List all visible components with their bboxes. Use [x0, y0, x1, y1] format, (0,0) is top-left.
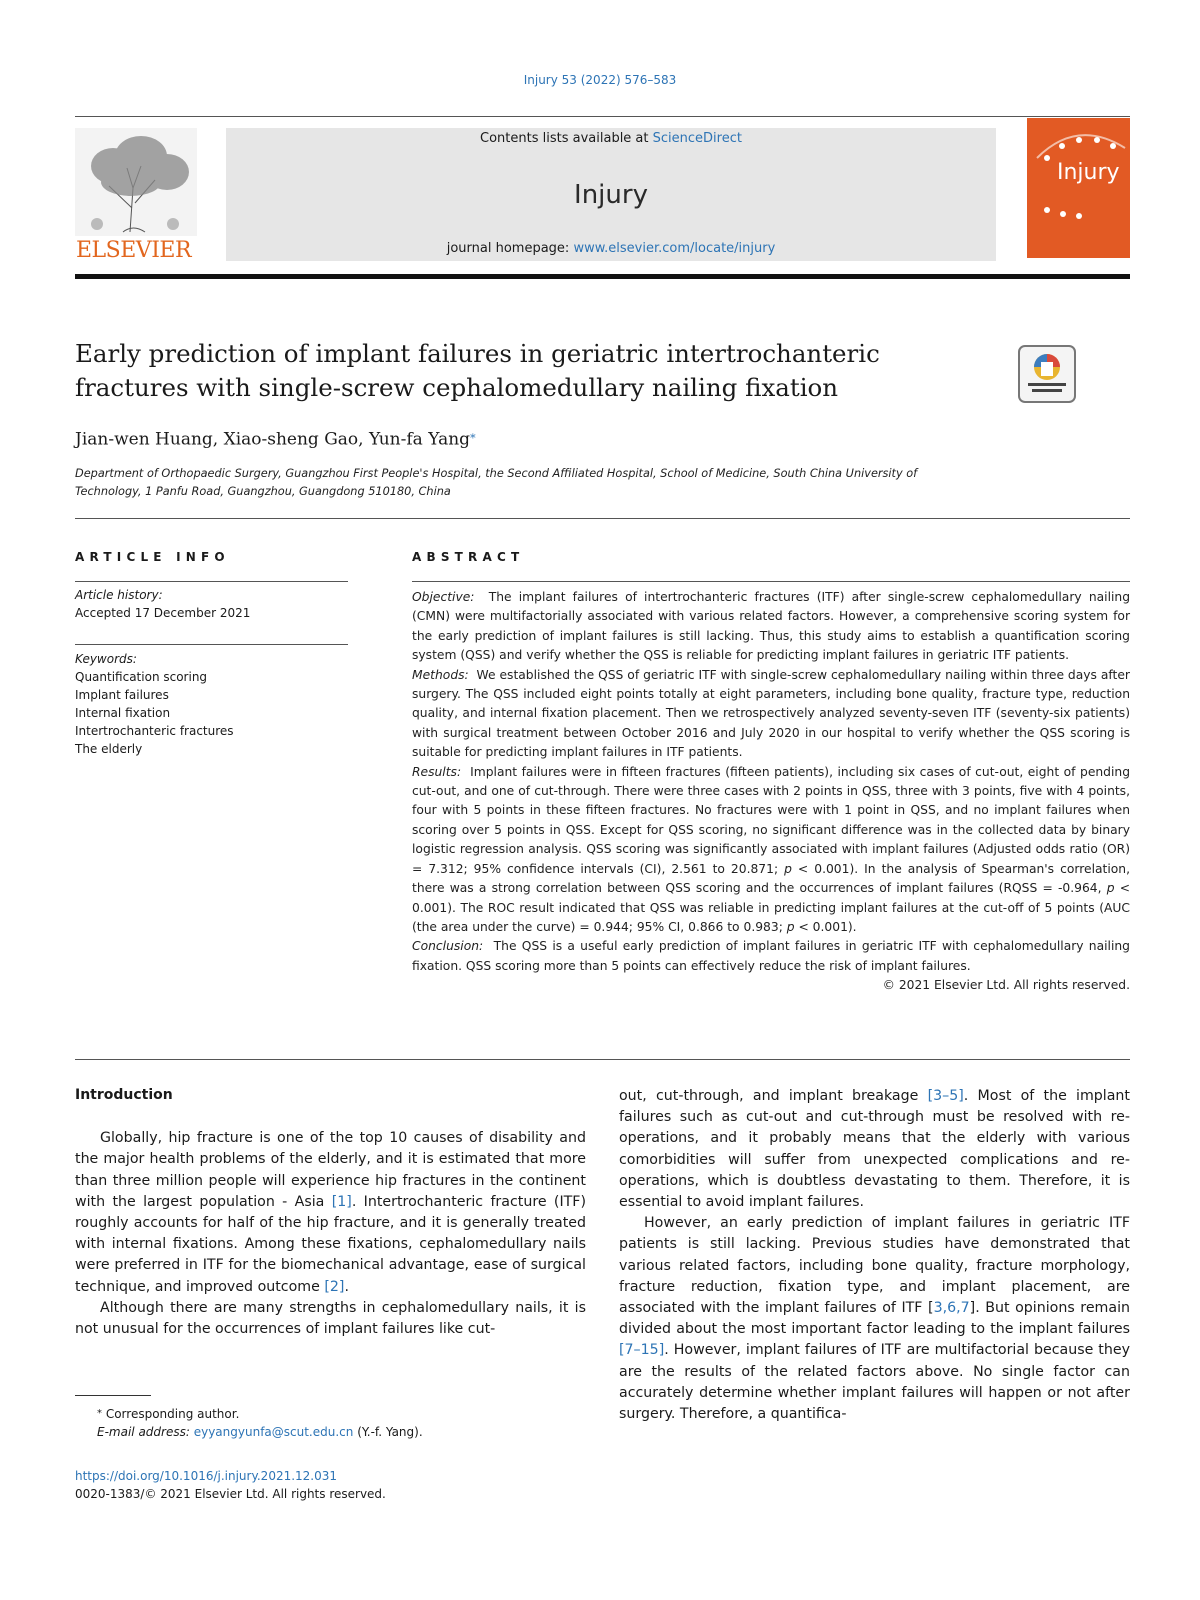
intro-paragraph-3	[619, 1213, 1130, 1425]
results-label: Results:	[412, 764, 462, 779]
intro-paragraph-2-continued	[619, 1086, 1130, 1213]
abstract-bottom-rule	[75, 1059, 1130, 1060]
intro-p2-text-a: out, cut-through, and implant breakage	[619, 1088, 928, 1104]
reference-link[interactable]: 3,6,7	[933, 1300, 970, 1317]
journal-cover[interactable]	[1027, 118, 1130, 258]
abstract-objective	[412, 588, 1130, 666]
results-text-c: < 0.001). The ROC result indicated that QSS was reliable in predicting implant failures at the cut-off of 5 points (AUC (the area under the curve) = 0.944; 95% CI, 0.866 to 0.983;	[412, 881, 1130, 934]
issn-line: 0020-1383/© 2021 Elsevier Ltd. All rights reserved.	[75, 1487, 386, 1501]
affiliation-line-2: Technology, 1 Panfu Road, Guangzhou, Guangdong 510180, China	[75, 485, 451, 498]
abstract-copyright: © 2021 Elsevier Ltd. All rights reserved.	[882, 978, 1130, 993]
reference-link[interactable]: [2]	[324, 1278, 345, 1295]
keyword-item: Quantification scoring	[75, 670, 208, 684]
check-updates-icon	[1020, 347, 1074, 401]
footnote-rule	[75, 1395, 151, 1396]
intro-paragraph-1	[75, 1128, 586, 1298]
affiliation-line-1: Department of Orthopaedic Surgery, Guangzhou First People's Hospital, the Second Affiliated Hospital, School of Medicine, South China University of	[75, 467, 918, 480]
objective-text: The implant failures of intertrochanteric fractures (ITF) after single-screw cephalomedullary nailing (CMN) were multifactorially associated with various related factors. However, a comprehensive scoring system for the early prediction of implant failures is still lacking. Thus, this study aims to establish a quantification scoring system (QSS) and verify whether the QSS is reliable for predicting implant failures in geriatric ITF patients.	[412, 590, 1130, 663]
journal-citation[interactable]: Injury 53 (2022) 576–583	[523, 73, 677, 87]
intro-p3-text-c: . However, implant failures of ITF are multifactorial because they are the results of the related factors above. No single factor can accurately determine whether implant failures will happen or not after surgery. Therefore, a quantifica-	[619, 1342, 1130, 1423]
intro-p3-text-a: However, an early prediction of implant failures in geriatric ITF patients is still lacking. Previous studies have demonstrated that various related factors, including bone quality, fracture morphology, fracture reduction, fixation type, and implant placement, are associated with the implant failures of ITF [	[619, 1215, 1130, 1317]
corresponding-author-note	[75, 1402, 423, 1423]
results-text-b: < 0.001). In the analysis of Spearman's correlation, there was a strong correlation between QSS scoring and the occurrences of implant failures (RQSS = -0.964,	[412, 861, 1130, 896]
header-thick-rule	[75, 274, 1130, 279]
email-link[interactable]: eyyangyunfa@scut.edu.cn	[193, 1425, 354, 1439]
methods-text: We established the QSS of geriatric ITF with single-screw cephalomedullary nailing within three days after surgery. The QSS included eight points totally at eight parameters, including bone quality, fracture type, reduction quality, and internal fixation placement. Then we retrospectively analyzed seventy-seven ITF (seventy-six patients) with surgical treatment between October 2016 and July 2020 in our hospital to verify whether the QSS scoring is suitable for predicting implant failures in ITF patients.	[412, 667, 1130, 760]
title-block-rule	[75, 518, 1130, 519]
article-info-rule	[75, 581, 348, 582]
p-value-symbol: p	[786, 919, 795, 934]
article-title-line-2: fractures with single-screw cephalomedullary nailing fixation	[75, 373, 839, 402]
accepted-date: Accepted 17 December 2021	[75, 606, 251, 620]
intro-p1-text-a: Globally, hip fracture is one of the top 10 causes of disability and the major health problems of the elderly, and it is estimated that more than three million people will experience hip fractures in the continent with the largest population - Asia	[75, 1130, 586, 1210]
intro-p1-text-b: . Intertrochanteric fracture (ITF) roughly accounts for half of the hip fracture, and it is generally treated with internal fixations. Among these fixations, cephalomedullary nails were preferred in ITF for the biomechanical advantage, ease of surgical technique, and improved outcome	[75, 1193, 586, 1295]
abstract-results	[412, 763, 1130, 938]
homepage-prefix: journal homepage:	[446, 241, 574, 256]
conclusion-label: Conclusion:	[412, 939, 484, 954]
keyword-item: Intertrochanteric fractures	[75, 724, 234, 738]
keywords-list	[75, 650, 234, 758]
keyword-item: Implant failures	[75, 688, 169, 702]
p-value-symbol: p	[784, 861, 792, 876]
email-suffix: (Y.-f. Yang).	[353, 1425, 423, 1439]
results-text-a: Implant failures were in fifteen fractures (fifteen patients), including six cases of cut-out, eight of pending cut-out, and one of cut-through. There were three cases with 2 points in QSS, three with 3 points, five with 4 points, four with 5 points in these fifteen fractures. No fractures were with 1 point in QSS, and no implant failures when scoring over 5 points in QSS. Except for QSS scoring, no significant difference was in the collected data by binary logistic regression analysis. QSS scoring was significantly associated with implant failures (Adjusted odds ratio (OR) = 7.312; 95% confidence intervals (CI), 2.561 to 20.871;	[412, 764, 1130, 876]
results-text-d: < 0.001).	[794, 919, 857, 934]
email-note	[75, 1423, 423, 1441]
introduction-heading: Introduction	[75, 1087, 173, 1103]
affiliation	[75, 465, 975, 501]
p-value-symbol: p	[1106, 881, 1115, 896]
homepage-link[interactable]: www.elsevier.com/locate/injury	[573, 241, 776, 256]
body-column-right	[619, 1086, 1130, 1425]
abstract-conclusion	[412, 937, 1130, 976]
contents-line	[226, 131, 996, 146]
reference-link[interactable]: [1]	[331, 1193, 352, 1210]
journal-title: Injury	[574, 180, 648, 210]
intro-paragraph-2: Although there are many strengths in cephalomedullary nails, it is not unusual for the occurrences of implant failures like cut-	[75, 1299, 586, 1338]
footnote	[75, 1402, 423, 1441]
abstract-heading: ABSTRACT	[412, 550, 525, 564]
reference-link[interactable]: [7–15]	[619, 1342, 665, 1359]
elsevier-wordmark: ELSEVIER	[76, 238, 192, 263]
reference-link[interactable]: [3–5]	[927, 1088, 964, 1104]
homepage-line	[226, 241, 996, 256]
corresponding-text: Corresponding author.	[105, 1407, 240, 1421]
intro-p3-text-b: ]. But opinions remain divided about the most important factor leading to the implant failures	[619, 1300, 1130, 1338]
abstract-methods	[412, 666, 1130, 763]
email-label: E-mail address:	[97, 1425, 190, 1439]
article-title	[75, 337, 955, 405]
article-history	[75, 586, 250, 622]
abstract-body	[412, 588, 1130, 996]
intro-p2-text-b: . Most of the implant failures such as cut-out and cut-through must be resolved with re-operations, and it probably means that the elderly with various comorbidities will suffer from unexpected complications and re-operations, which is doubtless devastating to them. Therefore, it is essential to avoid implant failures.	[619, 1088, 1130, 1211]
history-label: Article history:	[75, 588, 163, 602]
doi-link[interactable]: https://doi.org/10.1016/j.injury.2021.12.031	[75, 1469, 338, 1483]
corresponding-author-mark[interactable]: ⁎	[470, 428, 476, 441]
contents-prefix: Contents lists available at	[480, 131, 653, 146]
sciencedirect-link[interactable]: ScienceDirect	[652, 131, 742, 146]
cover-decoration	[1027, 118, 1130, 258]
keywords-rule	[75, 644, 348, 645]
methods-label: Methods:	[412, 667, 469, 682]
header-top-rule	[75, 116, 1130, 117]
keyword-item: Internal fixation	[75, 706, 171, 720]
keyword-item: The elderly	[75, 742, 143, 756]
article-info-heading: ARTICLE INFO	[75, 550, 230, 564]
abstract-rule	[412, 581, 1130, 582]
article-title-line-1: Early prediction of implant failures in geriatric intertrochanteric	[75, 339, 880, 368]
check-for-updates-button[interactable]	[1018, 345, 1076, 403]
keywords-label: Keywords:	[75, 652, 137, 666]
objective-label: Objective:	[412, 590, 475, 604]
author-list	[75, 428, 476, 450]
conclusion-text: The QSS is a useful early prediction of implant failures in geriatric ITF with cephalomedullary nailing fixation. QSS scoring more than 5 points can effectively reduce the risk of implant failures.	[412, 939, 1130, 973]
authors-text: Jian-wen Huang, Xiao-sheng Gao, Yun-fa Yang	[75, 429, 471, 450]
cover-title: Injury	[1057, 160, 1120, 185]
footnote-mark: ⁎	[97, 1405, 102, 1416]
intro-p1-text-c: .	[344, 1278, 349, 1295]
body-column-left	[75, 1085, 586, 1340]
